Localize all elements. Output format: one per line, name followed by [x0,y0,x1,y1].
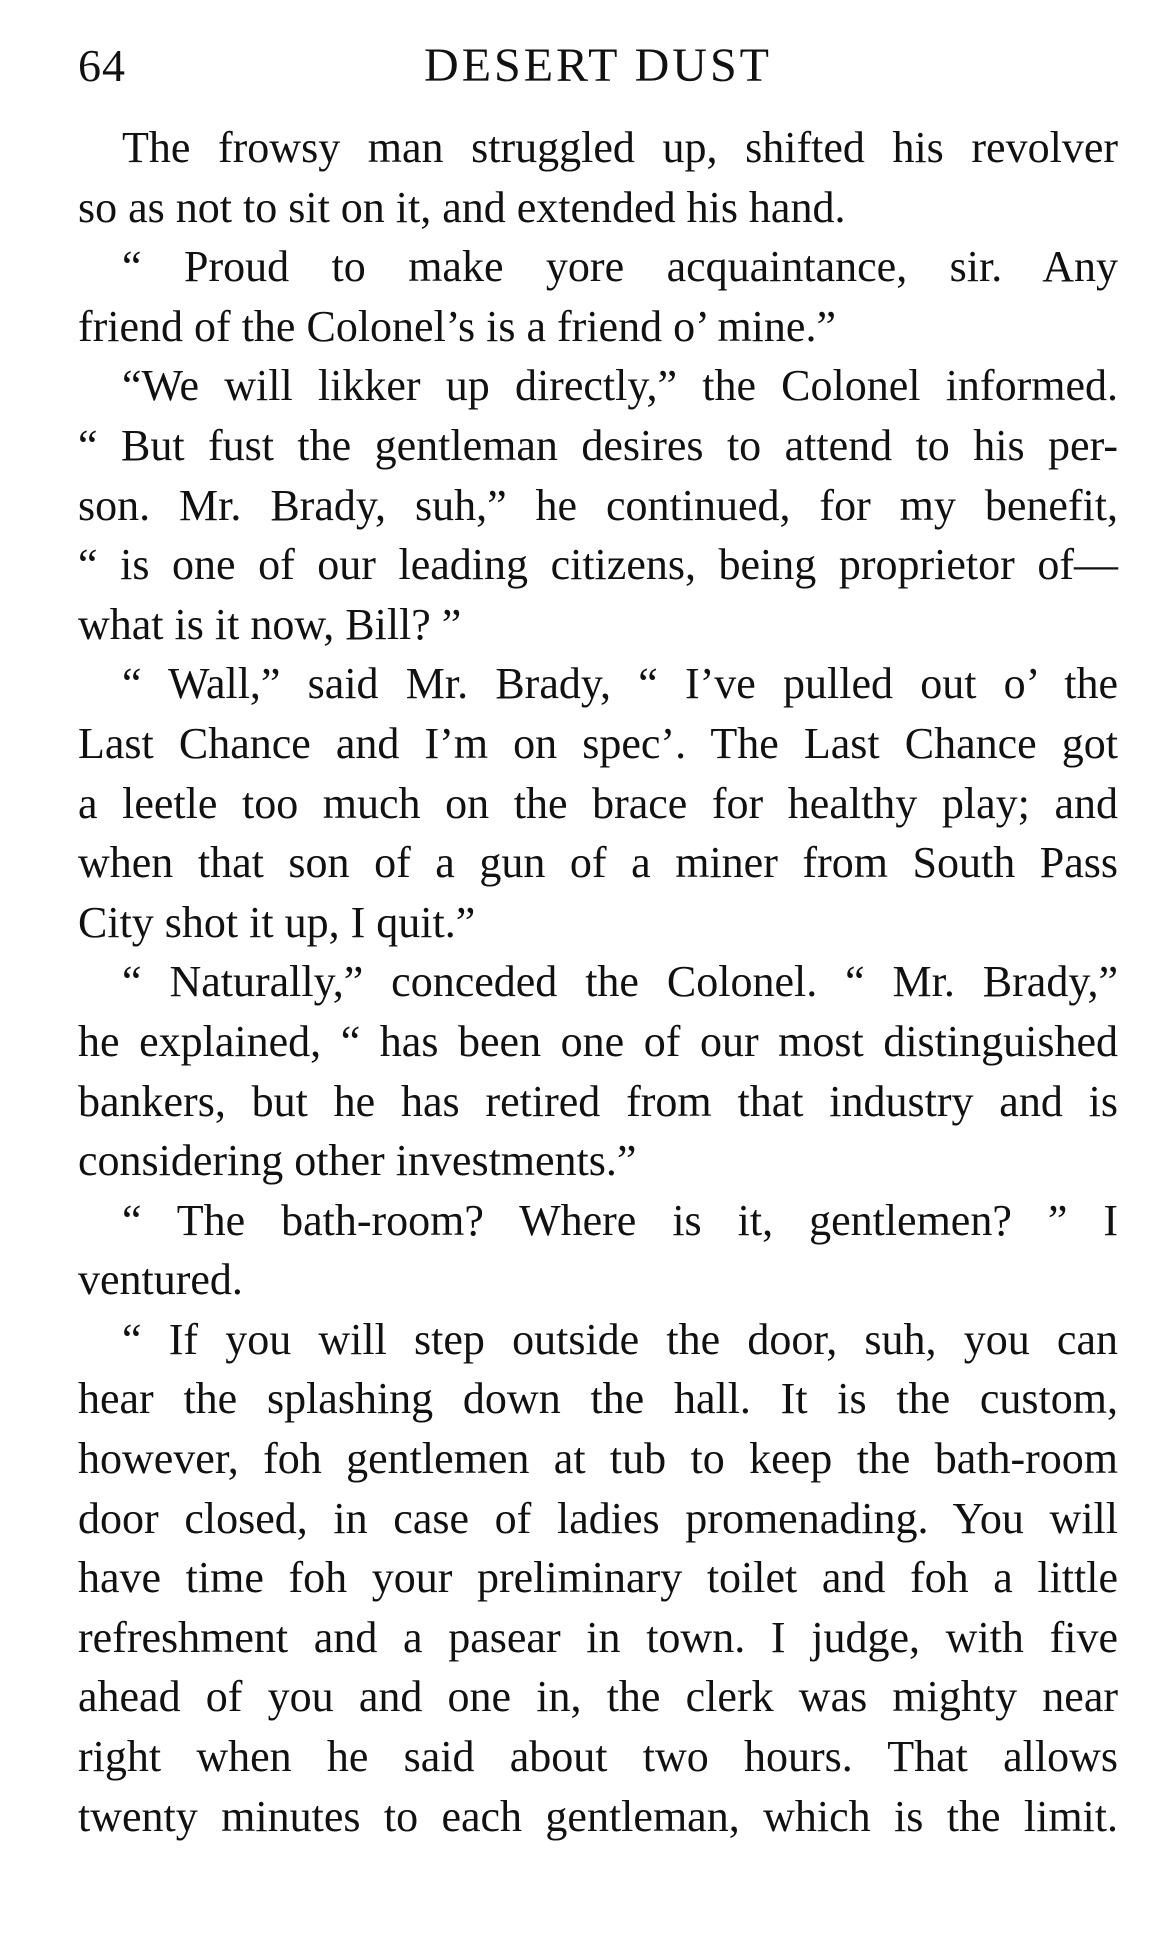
text-line: friend of the Colonel’s is a friend o’ mine.” [78,301,836,351]
text-line: ahead of you and one in, the clerk was mighty near [78,1672,1118,1722]
text-line: “ is one of our leading citizens, being proprietor of— [78,540,1118,590]
text-line: hear the splashing down the hall. It is the custom, [78,1374,1118,1424]
text-line: “We will likker up directly,” the Colonel informed. [122,361,1118,411]
text-line: have time foh your preliminary toilet and foh a little [78,1553,1118,1603]
text-line: “ The bath-room? Where is it, gentlemen? ” I [122,1195,1118,1245]
text-line: City shot it up, I quit.” [78,897,476,947]
text-line: what is it now, Bill? ” [78,599,462,649]
text-line: door closed, in case of ladies promenading. You will [78,1493,1118,1543]
body-text [78,118,1118,1846]
text-line: right when he said about two hours. That allows [78,1732,1118,1782]
text-line: The frowsy man struggled up, shifted his revolver [122,123,1118,172]
text-line: “ But fust the gentleman desires to attend to his per- [78,420,1118,470]
text-line: twenty minutes to each gentleman, which is the limit. [78,1791,1118,1841]
running-head [78,36,1118,96]
text-line: “ If you will step outside the door, suh, you can [122,1314,1118,1364]
text-line: so as not to sit on it, and extended his hand. [78,182,846,232]
running-title: DESERT DUST [424,39,772,92]
text-line: refreshment and a pasear in town. I judge, with five [78,1612,1118,1662]
text-line: ventured. [78,1255,243,1305]
text-line: Last Chance and I’m on spec’. The Last Chance got [78,718,1118,768]
text-line: a leetle too much on the brace for healthy play; and [78,778,1118,828]
text-line: son. Mr. Brady, suh,” he continued, for my benefit, [78,480,1118,530]
text-line: considering other investments.” [78,1136,637,1186]
text-line: “ Wall,” said Mr. Brady, “ I’ve pulled out o’ the [122,659,1118,709]
text-line: “ Proud to make yore acquaintance, sir. Any [122,242,1118,292]
text-line: however, foh gentlemen at tub to keep the bath-room [78,1434,1118,1484]
page-number: 64 [78,40,126,91]
text-line: he explained, “ has been one of our most distinguished [78,1016,1118,1066]
text-line: “ Naturally,” conceded the Colonel. “ Mr. Brady,” [122,957,1118,1007]
text-line: when that son of a gun of a miner from South Pass [78,838,1118,888]
text-line: bankers, but he has retired from that industry and is [78,1076,1118,1126]
